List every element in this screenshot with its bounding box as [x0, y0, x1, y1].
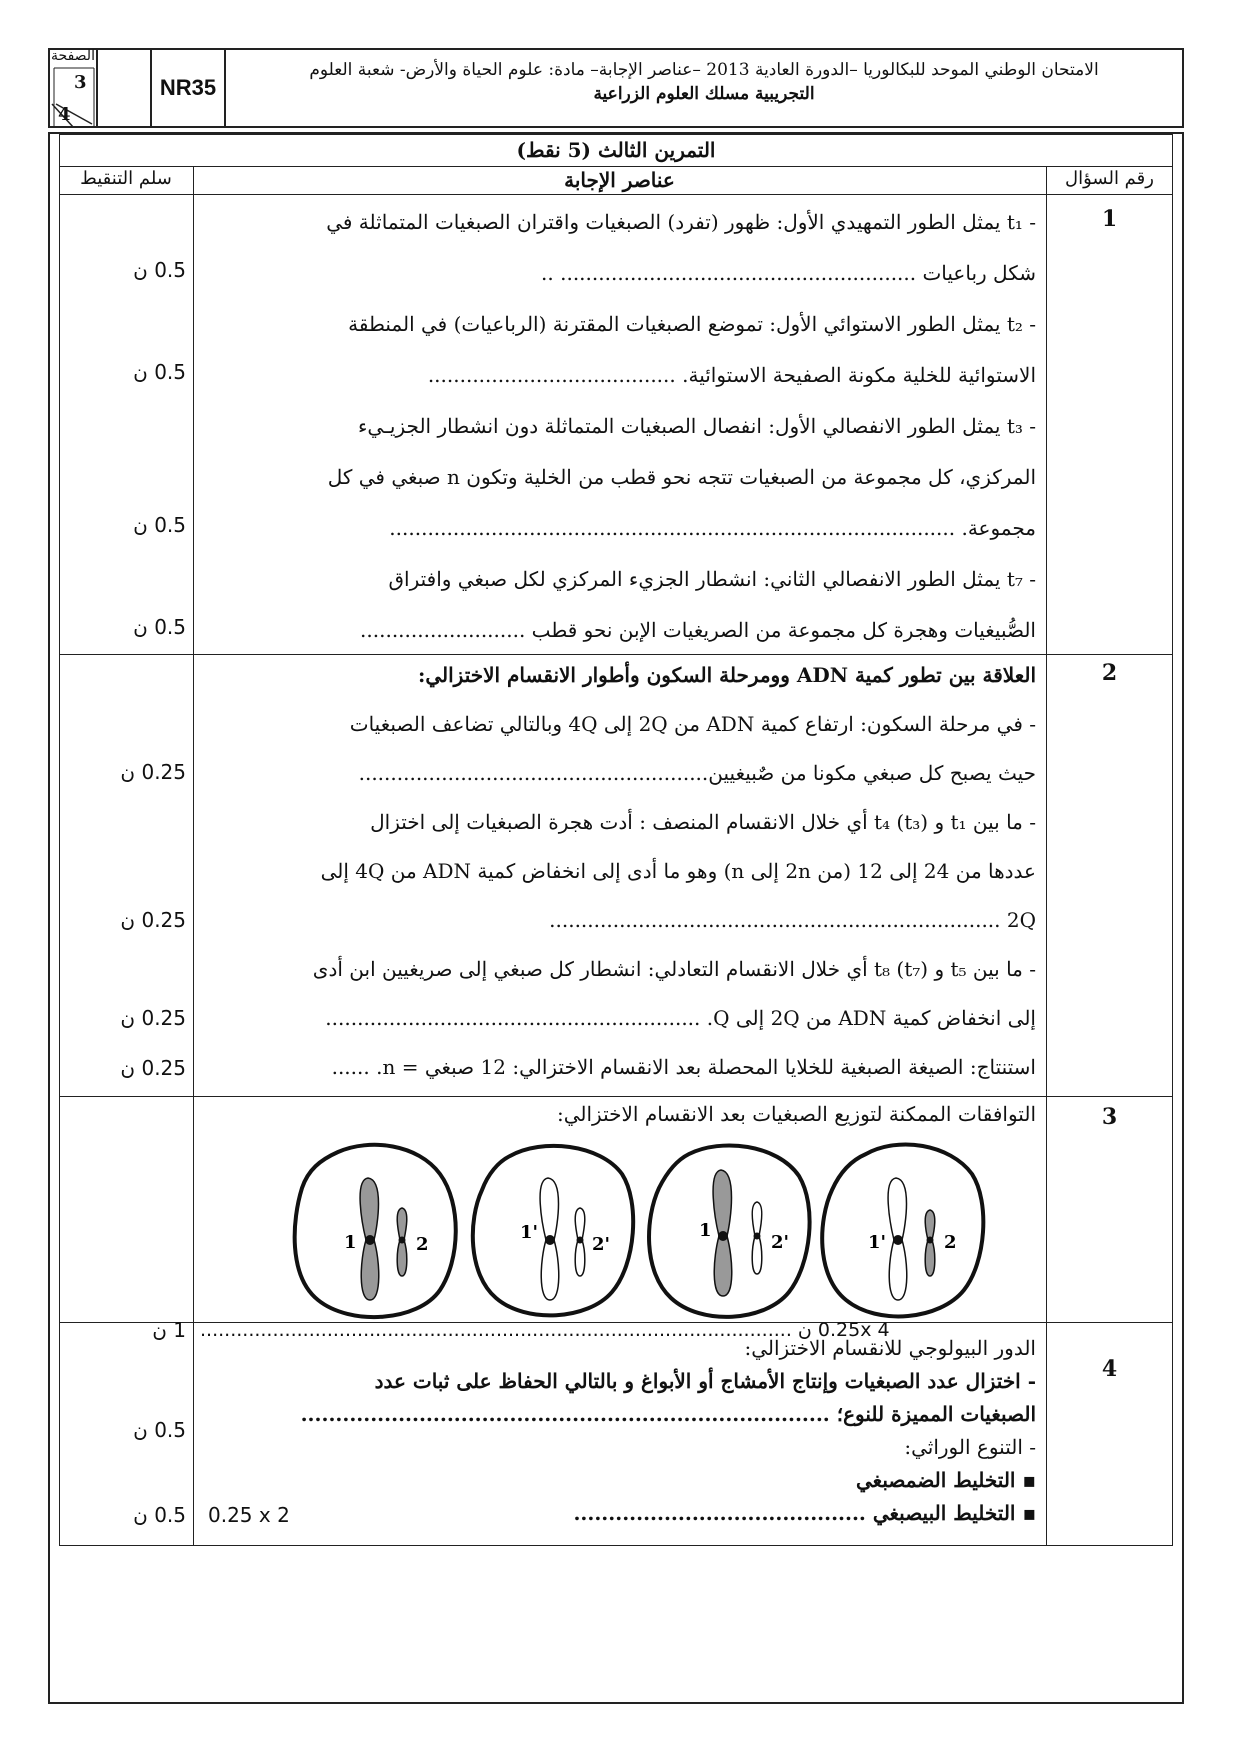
q1-score: 0.5 ن	[133, 258, 186, 282]
q2-line: العلاقة بين تطور كمية ADN وومرحلة السكون وأطوار الانقسام الاختزالي:	[417, 663, 1036, 687]
chromosome-label: 2'	[771, 1232, 790, 1253]
col-header-scale: سلم التنقيط	[80, 168, 172, 189]
q3-score: 1 ن	[152, 1318, 186, 1342]
question-number-3: 3	[1101, 1104, 1118, 1130]
chromosome-label: 1'	[868, 1232, 887, 1253]
q4-line: - التنوع الوراثي:	[904, 1435, 1036, 1459]
cell-combination-1	[295, 1145, 456, 1317]
cell-combination-3	[649, 1145, 810, 1316]
q1-line: - t₂ يمثل الطور الاستوائي الأول: تموضع الصبغيات المقترنة (الرباعيات) في المنطقة	[348, 312, 1036, 336]
q4-line: - اختزال عدد الصبغيات وإنتاج الأمشاج أو الأبواغ و بالتالي الحفاظ على ثبات عدد	[374, 1369, 1036, 1393]
q1-line: الاستوائية للخلية مكونة الصفيحة الاستوائية. .......................................	[427, 363, 1036, 387]
chromosome-label: 1'	[520, 1222, 539, 1243]
col-header-question: رقم السؤال	[1065, 168, 1154, 189]
q1-score: 0.5 ن	[133, 615, 186, 639]
q2-line: حيث يصبح كل صبغي مكونا من صٌبيغيين.......................................................	[358, 761, 1036, 785]
row-divider	[59, 166, 1173, 167]
q1-score: 0.5 ن	[133, 360, 186, 384]
exercise-title: التمرين الثالث (5 نقط)	[516, 138, 716, 162]
question-number-1: 1	[1101, 206, 1118, 232]
cell-combination-2	[473, 1146, 633, 1316]
page-current: 3	[74, 72, 87, 93]
q4-score: 0.5 ن	[133, 1503, 186, 1527]
q4-detail: 0.25 x 2	[208, 1503, 290, 1527]
chromosome-label: 2'	[592, 1234, 611, 1255]
header-title-line2: التجريبية مسلك العلوم الزراعية	[593, 84, 815, 104]
q1-line: المركزي، كل مجموعة من الصبغيات تتجه نحو قطب من الخلية وتكون n صبغي في كل	[327, 465, 1036, 489]
question-number-2: 2	[1101, 660, 1118, 686]
q2-answer	[200, 663, 1036, 1104]
q4-answer	[200, 1336, 1036, 1534]
row-divider	[59, 194, 1173, 195]
chromosome-label: 2	[944, 1232, 957, 1253]
q2-line: 2Q .......................................................................	[549, 908, 1036, 932]
q4-line: الصبغيات المميزة للنوع؛ ............................................................................	[300, 1402, 1036, 1426]
q2-score: 0.25 ن	[120, 1006, 186, 1030]
q2-line: عددها من 24 إلى 12 (من 2n إلى n) وهو ما أدى إلى انخفاض كمية ADN من 4Q إلى	[320, 859, 1036, 883]
col-divider	[1046, 166, 1047, 1546]
q1-line: - t₃ يمثل الطور الانفصالي الأول: انفصال الصبغيات المتماثلة دون انشطار الجزيـيء	[358, 414, 1036, 438]
q2-line: - في مرحلة السكون: ارتفاع كمية ADN من 2Q إلى 4Q وبالتالي تضاعف الصبغيات	[349, 712, 1036, 736]
page-label: الصفحة	[51, 48, 95, 64]
question-number-4: 4	[1101, 1356, 1118, 1382]
q2-line: استنتاج: الصيغة الصبغية للخلايا المحصلة بعد الانقسام الاختزالي: 12 صبغي = n. ......	[331, 1055, 1036, 1079]
chromosome-label: 2	[416, 1234, 429, 1255]
q3-intro: التوافقات الممكنة لتوزيع الصبغيات بعد الانقسام الاختزالي:	[557, 1102, 1036, 1126]
q1-answer	[200, 210, 1036, 669]
chromosome-combinations-figure	[290, 1140, 990, 1330]
chromosome-label: 1	[699, 1220, 712, 1241]
q2-score: 0.25 ن	[120, 760, 186, 784]
q2-line: - ما بين t₅ و t₈ (t₇) أي خلال الانقسام التعادلي: انشطار كل صبغي إلى صريغيين ابن أدى	[312, 957, 1036, 981]
q2-line: - ما بين t₁ و t₄ (t₃) أي خلال الانقسام المنصف : أدت هجرة الصبغيات إلى اختزال	[370, 810, 1036, 834]
q1-line: شكل رباعيات ........................................................ ..	[541, 261, 1036, 285]
cell-combination-4	[822, 1144, 983, 1316]
q2-score: 0.25 ن	[120, 908, 186, 932]
page-number-box	[48, 48, 98, 128]
chromosome-label: 1	[344, 1232, 357, 1253]
col-divider	[193, 166, 194, 1546]
exam-code-box	[150, 48, 226, 128]
header-title	[228, 58, 1180, 106]
q2-line: إلى انخفاض كمية ADN من 2Q إلى Q. ...........................................................	[325, 1006, 1036, 1030]
q3-detail: 0.25x 4 ن ..................................................................................................	[200, 1319, 890, 1341]
q1-line: - t₁ يمثل الطور التمهيدي الأول: ظهور (تفرد) الصبغيات واقتران الصبغيات المتماثلة في	[326, 210, 1036, 234]
q2-score: 0.25 ن	[120, 1056, 186, 1080]
q1-line: الصُّبيغيات وهجرة كل مجموعة من الصريغيات الإبن نحو قطب ..........................	[360, 618, 1036, 642]
col-header-answers: عناصر الإجابة	[564, 168, 675, 192]
header-title-line1: الامتحان الوطني الموحد للبكالوريا –الدورة العادية 2013 –عناصر الإجابة– مادة: علوم الحياة والأرض- شعبة العلوم	[309, 60, 1099, 80]
q4-line: ▪ التخليط الضمصبغي	[856, 1468, 1036, 1492]
q4-line: ▪ التخليط البيصبغي ..........................................	[573, 1501, 1036, 1525]
page-total: 4	[58, 104, 71, 125]
q4-score: 0.5 ن	[133, 1418, 186, 1442]
q1-score: 0.5 ن	[133, 513, 186, 537]
q4-line: الدور البيولوجي للانقسام الاختزالي:	[744, 1336, 1036, 1360]
q1-line: مجموعة. .........................................................................................	[389, 516, 1036, 540]
q1-line: - t₇ يمثل الطور الانفصالي الثاني: انشطار الجزيء المركزي لكل صبغي وافتراق	[388, 567, 1036, 591]
exam-code: NR35	[159, 75, 217, 100]
